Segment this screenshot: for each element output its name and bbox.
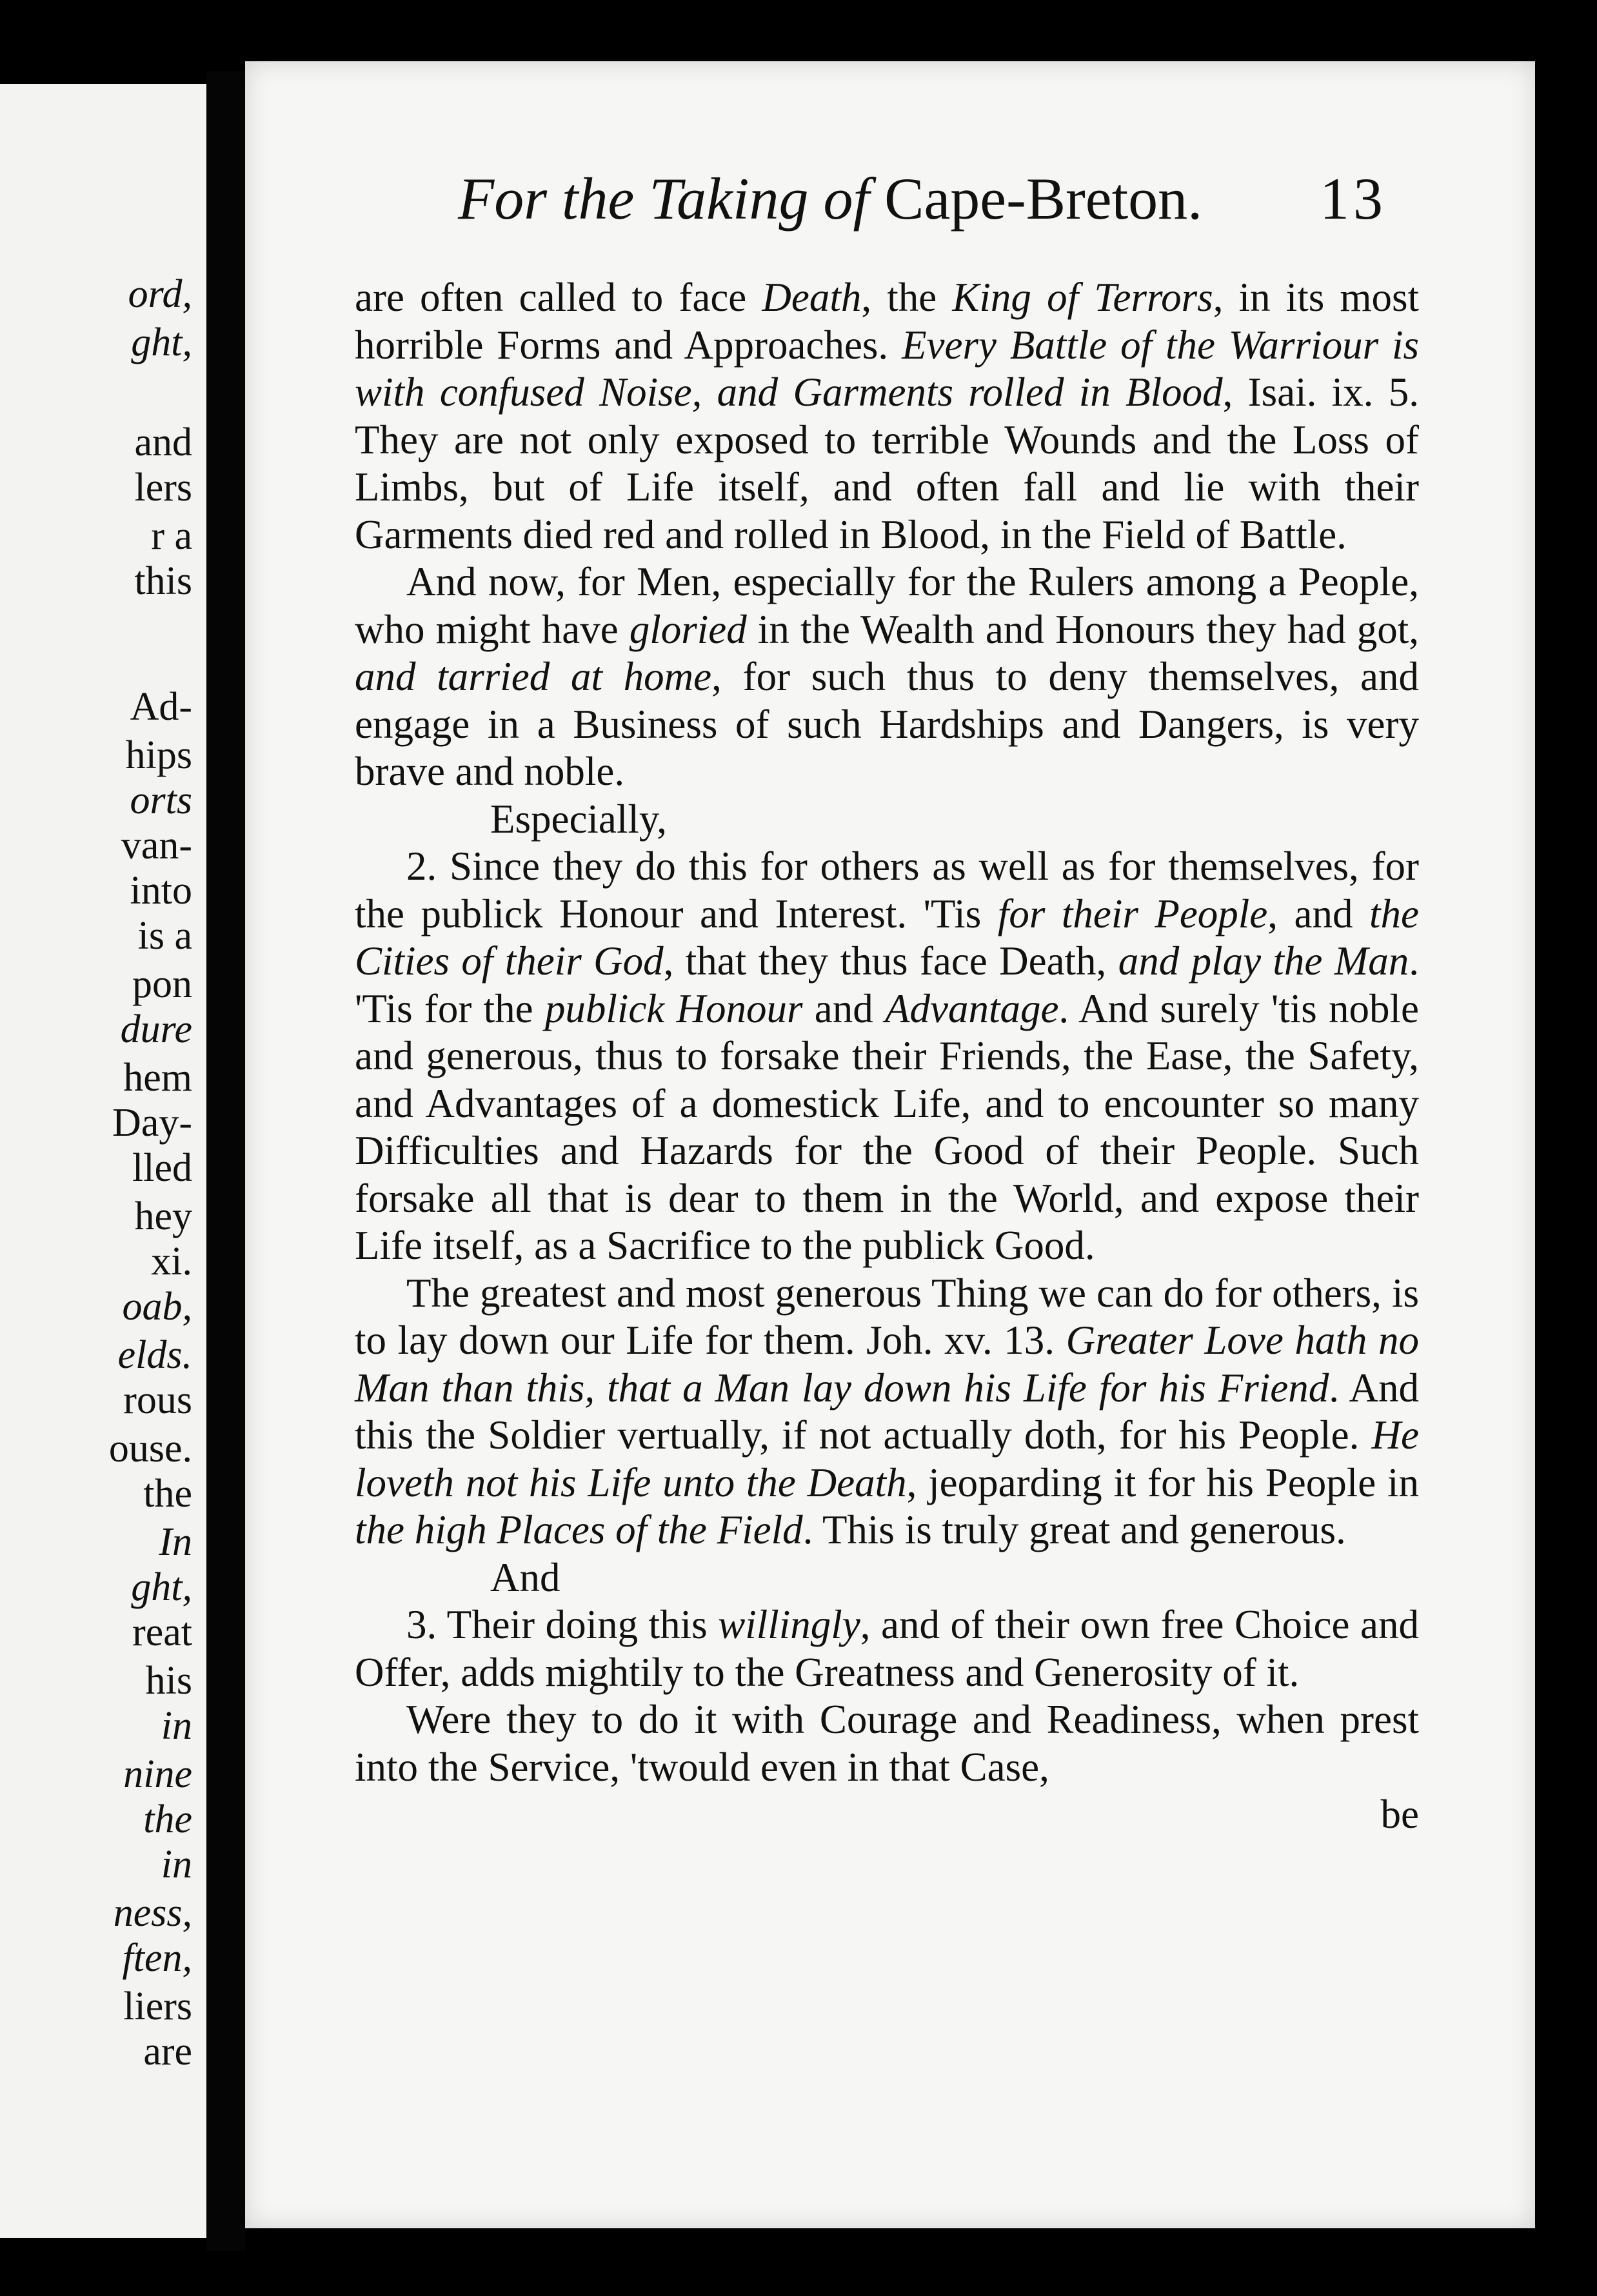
left-page-fragment: are (143, 2030, 192, 2073)
italic-text: publick Honour (544, 985, 803, 1031)
left-page-fragment: xi. (151, 1240, 192, 1283)
text-run: And now, for Men, especially for the Rulers among a People, who might have (355, 559, 1419, 652)
left-page-fragment: and (134, 421, 192, 464)
paragraph (355, 1696, 1419, 1791)
left-page-fragment: lers (134, 466, 192, 510)
left-page-fragment: his (145, 1659, 192, 1703)
left-page-fragment: Ad- (130, 685, 192, 729)
paragraph (355, 1554, 1419, 1602)
text-run: . And surely 'tis noble and generous, thus to forsake their Friends, the Ease, the Safety, and Advantages of a domestick Life, and to encounter so many Difficulties and Hazards for the Good of their People. Such forsake all that is dear to them in the World, and expose their Life itself, as a Sacrifice to the publick Good. (355, 985, 1419, 1268)
left-page-fragment: r a (151, 514, 192, 558)
running-title-roman: Cape-Breton. (884, 166, 1203, 232)
left-page-fragment: hey (134, 1194, 192, 1238)
text-run: , and (1267, 891, 1370, 936)
body-text (355, 274, 1419, 1839)
left-page-fragment: is a (137, 914, 192, 958)
left-page-fragment: liers (123, 1984, 192, 2028)
text-run: are often called to face (355, 275, 762, 320)
left-page-fragment: ouse. (108, 1427, 192, 1470)
left-page-fragment: the (143, 1797, 192, 1841)
text-run: . And this the Soldier vertually, if not actually doth, for his People. (355, 1365, 1419, 1458)
italic-text: for their People (997, 891, 1268, 936)
text-run: in the Wealth and Honours they had got, (746, 606, 1419, 652)
text-run: and (802, 985, 885, 1031)
paragraph (355, 796, 1419, 844)
italic-text: Every Battle of the Warriour is with confused Noise, and Garments rolled in Blood (355, 322, 1419, 415)
italic-text: the Cities of their God (355, 891, 1420, 984)
left-page-fragment: orts (130, 778, 192, 822)
text-run: , that they thus face Death, (663, 938, 1118, 984)
italic-text: and play the Man (1118, 938, 1409, 984)
paragraph (355, 843, 1419, 1270)
text-run: 3. Their doing this (406, 1602, 719, 1647)
text-run: , for such thus to deny themselves, and engage in a Business of such Hardships and Dangers, is very brave and noble. (355, 654, 1420, 794)
previous-page-edge (0, 84, 206, 2238)
italic-text: King of Terrors (952, 275, 1213, 320)
left-page-fragment: hips (125, 733, 192, 777)
left-page-fragment: into (130, 869, 192, 913)
left-page-fragment: oab, (122, 1285, 192, 1329)
left-page-fragment: rous (123, 1378, 192, 1422)
italic-text: willingly (718, 1602, 860, 1647)
left-page-fragment: reat (132, 1610, 192, 1654)
left-page-fragment: lled (132, 1146, 192, 1190)
italic-text: Greater Love hath no Man than this, that a Man lay down his Life for his Friend (355, 1318, 1419, 1410)
text-run: . 'Tis for the (355, 938, 1420, 1031)
left-page-fragment: ord, (128, 272, 192, 316)
running-header (458, 164, 1387, 242)
left-page-fragment: ften, (122, 1936, 192, 1980)
page-number: 13 (1320, 166, 1387, 232)
paragraph (355, 1270, 1419, 1554)
left-page-fragment: van- (121, 824, 192, 867)
italic-text: He loveth not his Life unto the Death (355, 1412, 1419, 1505)
text-run: 2. Since they do this for others as well as for themselves, for the publick Honour and Interest. 'Tis (355, 844, 1419, 936)
text-run: Especially, (490, 796, 668, 842)
text-run: , jeoparding it for his People in (906, 1460, 1419, 1505)
left-page-fragment: pon (132, 962, 192, 1006)
left-page-fragment: ght, (131, 1565, 192, 1609)
paragraph (355, 1601, 1419, 1696)
left-page-fragment: the (143, 1472, 192, 1516)
text-run: . This is truly great and generous. (802, 1507, 1346, 1552)
book-gutter (206, 71, 245, 2251)
left-page-fragment: nine (123, 1752, 192, 1796)
book-page (245, 61, 1535, 2228)
text-run: The greatest and most generous Thing we can do for others, is to lay down our Life for them. Joh. xv. 13. (355, 1270, 1419, 1363)
left-page-fragment: in (161, 1704, 192, 1748)
left-page-fragment: this (134, 559, 192, 603)
left-page-fragment: elds. (117, 1333, 192, 1377)
italic-text: the high Places of the Field (355, 1507, 803, 1552)
text-run: Were they to do it with Courage and Readiness, when prest into the Service, 'twould even in that Case, (355, 1697, 1419, 1790)
left-page-fragment: hem (123, 1056, 192, 1100)
left-page-fragment: In (159, 1520, 192, 1564)
left-page-fragment: dure (120, 1007, 192, 1051)
text-run: , Isai. ix. 5. They are not only exposed to terrible Wounds and the Loss of Limbs, but of Life itself, and often fall and lie with their Garments died red and rolled in Blood, in the Field of Battle. (355, 370, 1419, 557)
text-run: , in its most horrible Forms and Approaches. (355, 275, 1419, 368)
paragraph (355, 274, 1419, 559)
italic-text: and tarried at home (355, 654, 712, 699)
left-page-fragment: in (161, 1843, 192, 1886)
paragraph (355, 559, 1419, 796)
text-run: And (490, 1554, 560, 1600)
text-run: , the (861, 275, 953, 320)
left-page-fragment: ght, (131, 321, 192, 364)
running-title (458, 164, 1202, 233)
catchword: be (1380, 1792, 1419, 1837)
italic-text: Advantage (885, 985, 1059, 1031)
running-title-italic: For the Taking of (458, 166, 870, 232)
text-run: , and of their own free Choice and Offer, adds mightily to the Greatness and Generosity of it. (355, 1602, 1419, 1695)
left-page-fragment: ness, (113, 1891, 192, 1935)
left-page-fragment: Day- (112, 1101, 192, 1145)
italic-text: gloried (629, 606, 747, 652)
italic-text: Death (762, 275, 862, 320)
